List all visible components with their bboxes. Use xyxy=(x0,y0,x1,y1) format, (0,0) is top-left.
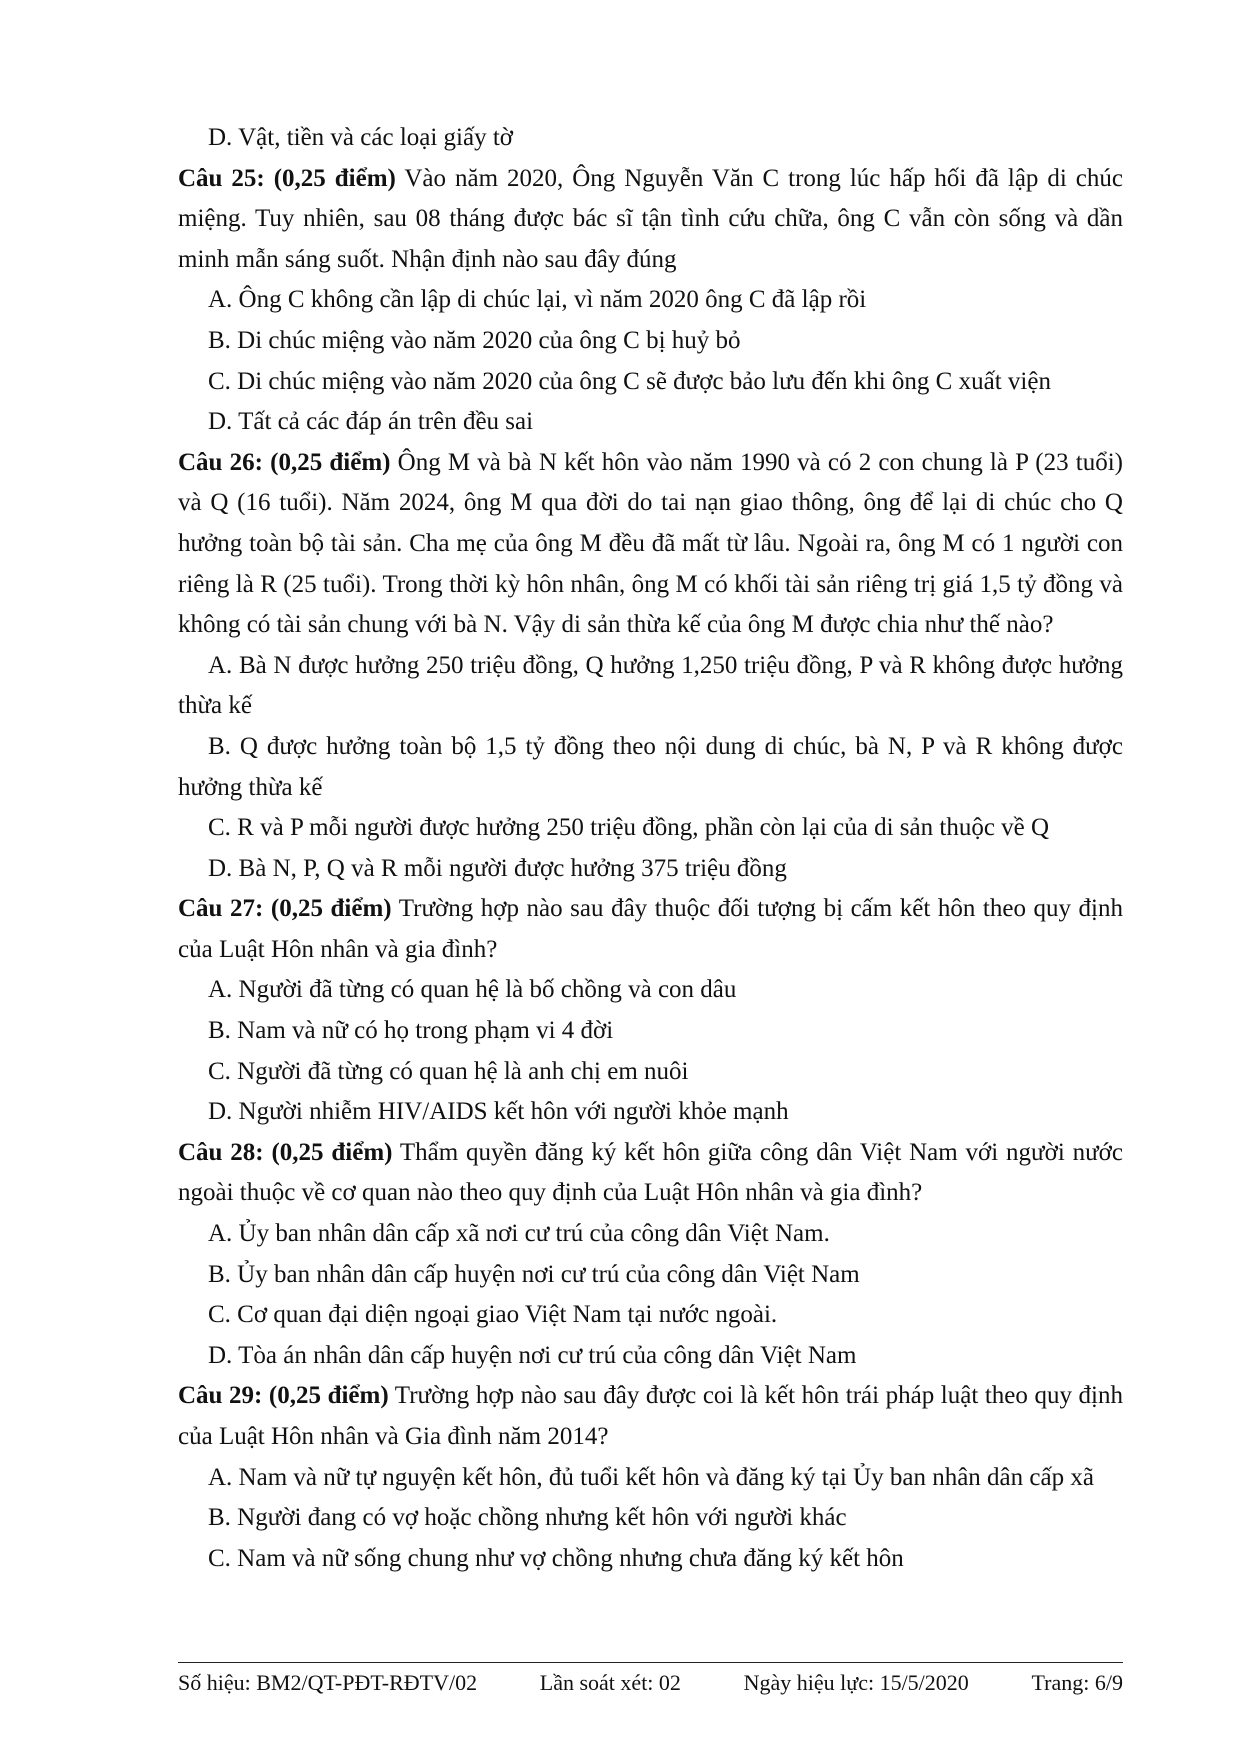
question-content xyxy=(178,118,1123,1579)
footer-doc-number: Số hiệu: BM2/QT-PĐT-RĐTV/02 xyxy=(178,1670,478,1695)
answer-option: D. Tòa án nhân dân cấp huyện nơi cư trú của công dân Việt Nam xyxy=(208,1341,857,1369)
answer-option: D. Tất cả các đáp án trên đều sai xyxy=(208,408,534,436)
question-29 xyxy=(178,1376,1123,1457)
answer-option: B. Người đang có vợ hoặc chồng nhưng kết hôn với người khác xyxy=(208,1504,847,1532)
answer-option: A. Người đã từng có quan hệ là bố chồng và con dâu xyxy=(208,976,737,1004)
answer-option: C. R và P mỗi người được hưởng 250 triệu đồng, phần còn lại của di sản thuộc về Q xyxy=(208,814,1050,842)
footer-divider xyxy=(178,1662,1123,1663)
question-label: Câu 29 xyxy=(178,1382,255,1410)
question-label: Câu 28 xyxy=(178,1138,256,1166)
question-27 xyxy=(178,889,1123,970)
question-text: Ông M và bà N kết hôn vào năm 1990 và có 2 con chung là P (23 tuổi) và Q (16 tuổi). Năm 2024, ông M qua đời do tai nạn giao thông, ông để lại di chúc cho Q hưởng toàn bộ tài sản. Cha mẹ của ông M đều đã mất từ lâu. Ngoài ra, ông M có 1 người con riêng là R (25 tuổi). Trong thời kỳ hôn nhân, ông M có khối tài sản riêng trị giá 1,5 tỷ đồng và không có tài sản chung với bà N. Vậy di sản thừa kế của ông M được chia như thế nào? xyxy=(178,448,1124,639)
question-points: : (0,25 điểm) xyxy=(255,1138,393,1166)
answer-option: A. Bà N được hưởng 250 triệu đồng, Q hưởng 1,250 triệu đồng, P và R không được hưởng thừa kế xyxy=(178,651,1123,720)
answer-option: D. Vật, tiền và các loại giấy tờ xyxy=(208,124,514,151)
question-text: Trường hợp nào sau đây thuộc đối tượng bị cấm kết hôn theo quy định của Luật Hôn nhân và gia đình? xyxy=(178,895,1123,963)
footer-revision: Lần soát xét: 02 xyxy=(539,1670,681,1695)
question-text: Thẩm quyền đăng ký kết hôn giữa công dân Việt Nam với người nước ngoài thuộc về cơ quan nào theo quy định của Luật Hôn nhân và gia đình? xyxy=(178,1138,1123,1207)
question-label: Câu 27 xyxy=(178,895,256,923)
question-points: : (0,25 điểm) xyxy=(254,448,391,476)
answer-option: B. Q được hưởng toàn bộ 1,5 tỷ đồng theo nội dung di chúc, bà N, P và R không được hưởng thừa kế xyxy=(178,732,1123,801)
answer-option: C. Di chúc miệng vào năm 2020 của ông C sẽ được bảo lưu đến khi ông C xuất viện xyxy=(208,367,1051,395)
question-text: Vào năm 2020, Ông Nguyễn Văn C trong lúc hấp hối đã lập di chúc miệng. Tuy nhiên, sau 08 tháng được bác sĩ tận tình cứu chữa, ông C vẫn còn sống và dần minh mẫn sáng suốt. Nhận định nào sau đây đúng xyxy=(178,164,1123,273)
question-points: : (0,25 điểm) xyxy=(255,895,392,923)
question-label: Câu 26 xyxy=(178,448,255,476)
answer-option: D. Người nhiễm HIV/AIDS kết hôn với người khỏe mạnh xyxy=(208,1098,789,1126)
answer-option: D. Bà N, P, Q và R mỗi người được hưởng 375 triệu đồng xyxy=(208,854,787,882)
question-text: Trường hợp nào sau đây được coi là kết hôn trái pháp luật theo quy định của Luật Hôn nhân và Gia đình năm 2014? xyxy=(178,1382,1123,1450)
footer-page-number: Trang: 6/9 xyxy=(1031,1670,1123,1695)
question-28 xyxy=(178,1133,1123,1214)
question-label: Câu 25 xyxy=(178,164,257,192)
answer-option: C. Nam và nữ sống chung như vợ chồng nhưng chưa đăng ký kết hôn xyxy=(208,1544,904,1572)
footer-effective-date: Ngày hiệu lực: 15/5/2020 xyxy=(743,1670,969,1695)
question-points: : (0,25 điểm) xyxy=(254,1382,389,1410)
answer-option: A. Ông C không cần lập di chúc lại, vì năm 2020 ông C đã lập rồi xyxy=(208,286,867,314)
answer-option: A. Nam và nữ tự nguyện kết hôn, đủ tuổi kết hôn và đăng ký tại Ủy ban nhân dân cấp xã xyxy=(208,1463,1094,1491)
page-footer xyxy=(178,1670,1123,1696)
answer-option: C. Người đã từng có quan hệ là anh chị em nuôi xyxy=(208,1057,689,1085)
answer-option: B. Ủy ban nhân dân cấp huyện nơi cư trú của công dân Việt Nam xyxy=(208,1260,860,1288)
answer-option: B. Di chúc miệng vào năm 2020 của ông C bị huỷ bỏ xyxy=(208,326,741,354)
question-points: : (0,25 điểm) xyxy=(256,164,396,192)
answer-option: B. Nam và nữ có họ trong phạm vi 4 đời xyxy=(208,1017,614,1045)
answer-option: A. Ủy ban nhân dân cấp xã nơi cư trú của công dân Việt Nam. xyxy=(208,1220,830,1248)
answer-option: C. Cơ quan đại diện ngoại giao Việt Nam tại nước ngoài. xyxy=(208,1301,778,1329)
question-26 xyxy=(178,443,1123,646)
question-25 xyxy=(178,159,1123,281)
